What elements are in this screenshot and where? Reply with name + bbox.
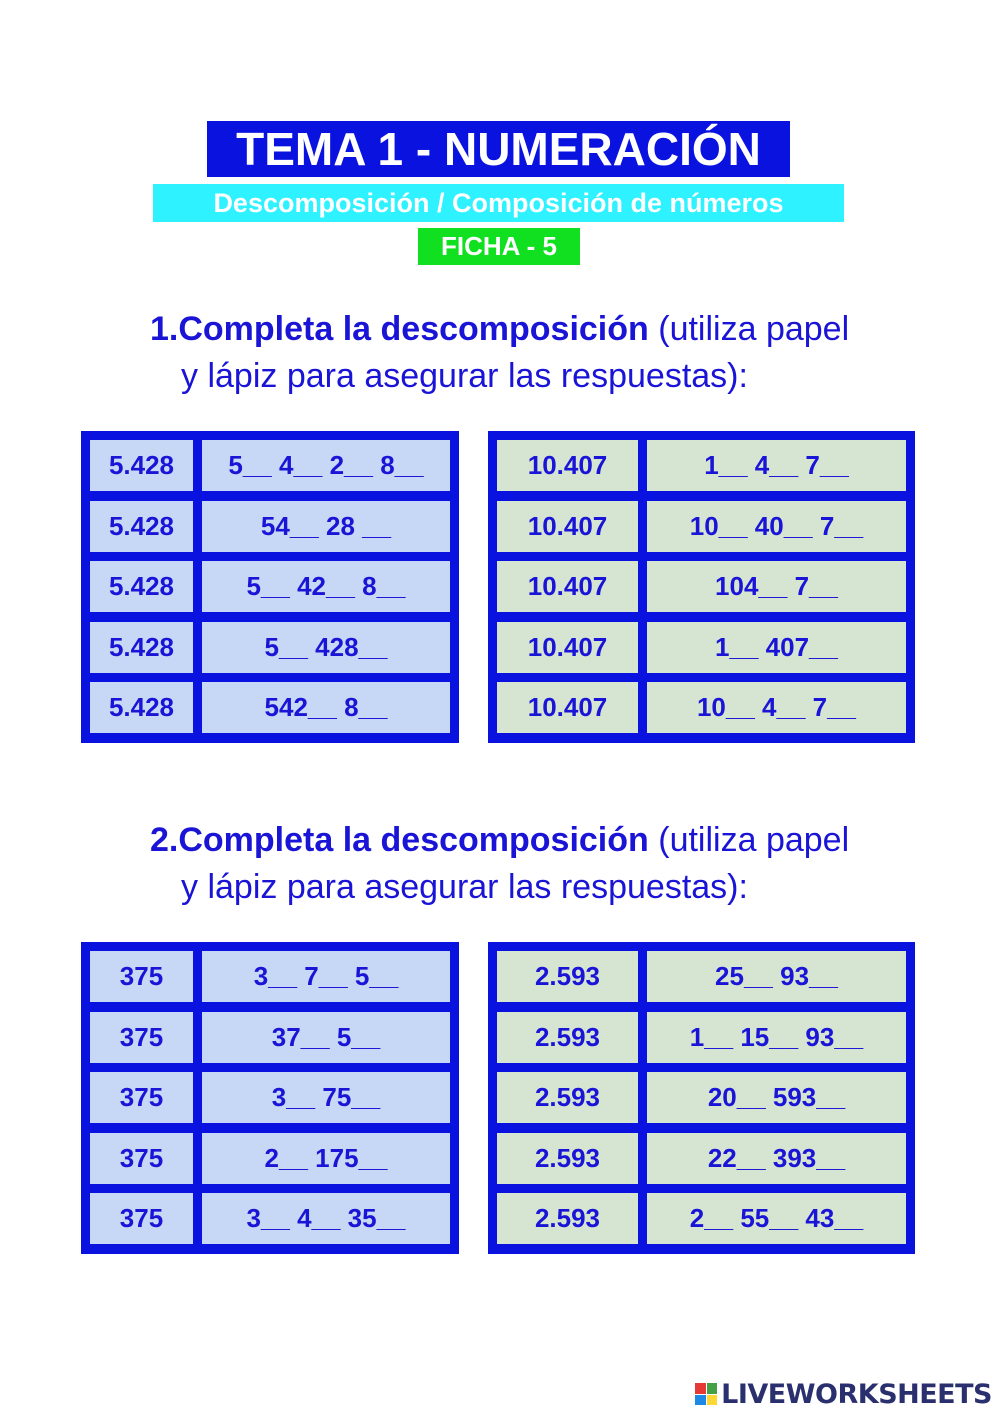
table-row xyxy=(90,682,450,733)
table-row xyxy=(497,951,906,1002)
table-row xyxy=(497,1133,906,1184)
instruction-1-bold: 1.Completa la descomposición xyxy=(150,310,649,348)
number-cell: 375 xyxy=(90,951,193,1002)
instruction-2-rest: (utiliza papel xyxy=(648,821,850,859)
table-row xyxy=(497,440,906,491)
table-row xyxy=(90,622,450,673)
decomposition-cell[interactable]: 542__ 8__ xyxy=(202,682,450,733)
number-cell: 10.407 xyxy=(497,682,638,733)
instruction-2-bold: 2.Completa la descomposición xyxy=(150,821,649,859)
number-cell: 2.593 xyxy=(497,951,638,1002)
decomposition-cell[interactable]: 22__ 393__ xyxy=(647,1133,906,1184)
number-cell: 375 xyxy=(90,1012,193,1063)
number-cell: 2.593 xyxy=(497,1012,638,1063)
decomposition-cell[interactable]: 5__ 428__ xyxy=(202,622,450,673)
table-row xyxy=(497,1072,906,1123)
brand-name: LIVEWORKSHEETS xyxy=(721,1378,992,1410)
table-row xyxy=(497,622,906,673)
decomposition-cell[interactable]: 3__ 4__ 35__ xyxy=(202,1193,450,1244)
instruction-1 xyxy=(150,306,910,400)
number-cell: 10.407 xyxy=(497,622,638,673)
instruction-2-line2: y lápiz para asegurar las respuestas): xyxy=(181,868,748,906)
decomposition-cell[interactable]: 2__ 175__ xyxy=(202,1133,450,1184)
table-row xyxy=(90,1193,450,1244)
table-1-left xyxy=(81,431,459,743)
decomposition-cell[interactable]: 1__ 407__ xyxy=(647,622,906,673)
decomposition-cell[interactable]: 54__ 28 __ xyxy=(202,501,450,552)
table-row xyxy=(90,1133,450,1184)
decomposition-cell[interactable]: 1__ 4__ 7__ xyxy=(647,440,906,491)
decomposition-cell[interactable]: 1__ 15__ 93__ xyxy=(647,1012,906,1063)
table-row xyxy=(497,561,906,612)
instruction-2 xyxy=(150,817,910,911)
decomposition-cell[interactable]: 2__ 55__ 43__ xyxy=(647,1193,906,1244)
number-cell: 375 xyxy=(90,1133,193,1184)
table-row xyxy=(497,1012,906,1063)
instruction-1-line2: y lápiz para asegurar las respuestas): xyxy=(181,357,748,395)
decomposition-cell[interactable]: 5__ 4__ 2__ 8__ xyxy=(202,440,450,491)
number-cell: 5.428 xyxy=(90,440,193,491)
table-row xyxy=(497,501,906,552)
decomposition-cell[interactable]: 25__ 93__ xyxy=(647,951,906,1002)
decomposition-cell[interactable]: 3__ 7__ 5__ xyxy=(202,951,450,1002)
decomposition-cell[interactable]: 20__ 593__ xyxy=(647,1072,906,1123)
number-cell: 5.428 xyxy=(90,682,193,733)
worksheet-badge: FICHA - 5 xyxy=(418,228,580,265)
number-cell: 2.593 xyxy=(497,1072,638,1123)
table-row xyxy=(90,1072,450,1123)
table-row xyxy=(90,1012,450,1063)
footer-brand xyxy=(695,1376,992,1412)
page-subtitle: Descomposición / Composición de números xyxy=(153,184,844,222)
table-row xyxy=(90,951,450,1002)
instruction-1-rest: (utiliza papel xyxy=(648,310,850,348)
decomposition-cell[interactable]: 10__ 4__ 7__ xyxy=(647,682,906,733)
table-row xyxy=(497,1193,906,1244)
table-2-right xyxy=(488,942,915,1254)
number-cell: 10.407 xyxy=(497,440,638,491)
number-cell: 10.407 xyxy=(497,501,638,552)
decomposition-cell[interactable]: 104__ 7__ xyxy=(647,561,906,612)
table-row xyxy=(90,440,450,491)
table-2-left xyxy=(81,942,459,1254)
table-1-right xyxy=(488,431,915,743)
table-row xyxy=(497,682,906,733)
number-cell: 10.407 xyxy=(497,561,638,612)
liveworksheets-logo-icon xyxy=(695,1383,717,1405)
page-title: TEMA 1 - NUMERACIÓN xyxy=(207,121,790,177)
number-cell: 2.593 xyxy=(497,1193,638,1244)
decomposition-cell[interactable]: 3__ 75__ xyxy=(202,1072,450,1123)
number-cell: 5.428 xyxy=(90,561,193,612)
decomposition-cell[interactable]: 37__ 5__ xyxy=(202,1012,450,1063)
decomposition-cell[interactable]: 5__ 42__ 8__ xyxy=(202,561,450,612)
number-cell: 375 xyxy=(90,1072,193,1123)
number-cell: 2.593 xyxy=(497,1133,638,1184)
number-cell: 5.428 xyxy=(90,622,193,673)
table-row xyxy=(90,501,450,552)
decomposition-cell[interactable]: 10__ 40__ 7__ xyxy=(647,501,906,552)
number-cell: 375 xyxy=(90,1193,193,1244)
number-cell: 5.428 xyxy=(90,501,193,552)
table-row xyxy=(90,561,450,612)
